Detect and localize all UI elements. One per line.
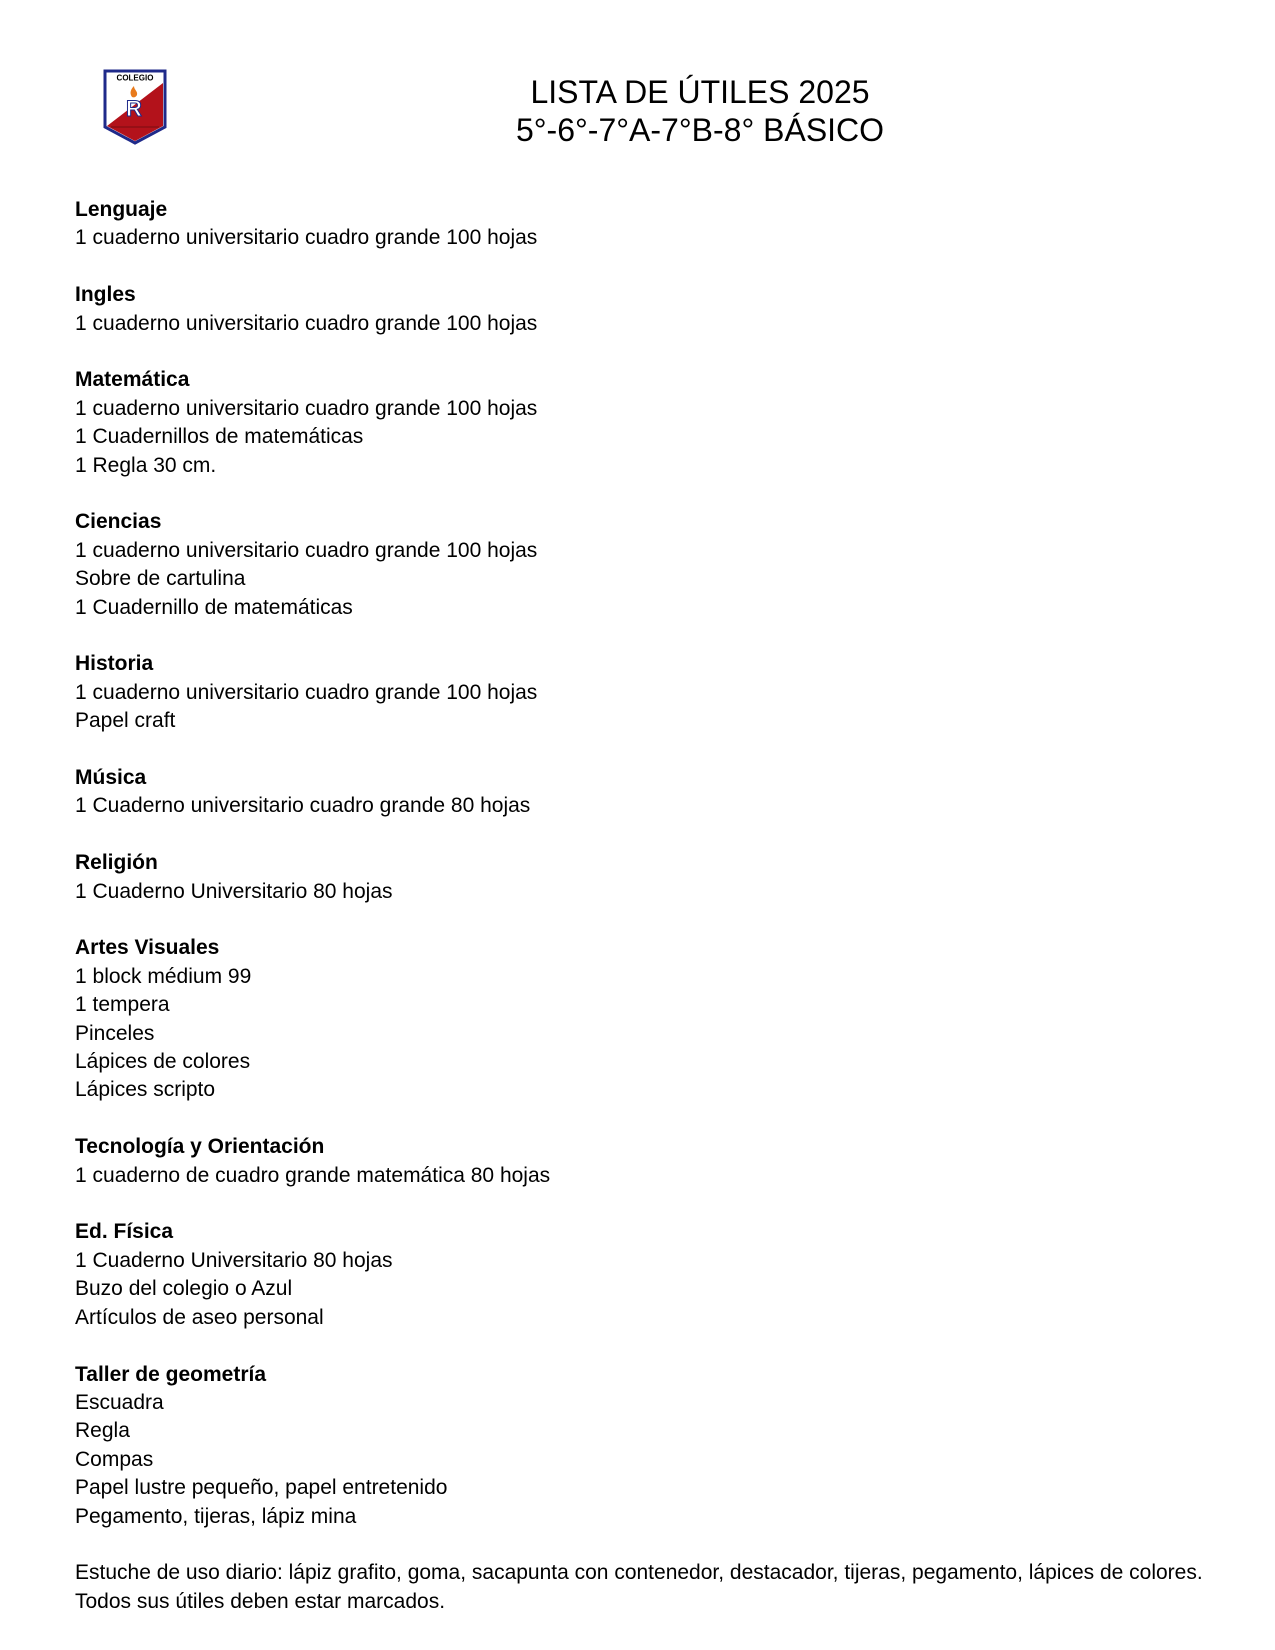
document-subtitle: 5°-6°-7°A-7°B-8° BÁSICO (515, 112, 885, 148)
list-item: Papel lustre pequeño, papel entretenido (75, 1476, 448, 1500)
document-header (400, 73, 1000, 149)
list-item: 1 cuaderno universitario cuadro grande 100 hojas (75, 311, 538, 335)
list-item: Buzo del colegio o Azul (75, 1277, 293, 1301)
supply-list (75, 196, 1205, 1616)
section-taller-geometria (75, 1361, 1205, 1531)
list-item: 1 Cuaderno Universitario 80 hojas (75, 1248, 393, 1272)
section-title: Ciencias (75, 510, 162, 534)
list-item: 1 block médium 99 (75, 964, 252, 988)
list-item: Pinceles (75, 1021, 155, 1045)
list-item: Artículos de aseo personal (75, 1305, 324, 1329)
document-title: LISTA DE ÚTILES 2025 (530, 74, 870, 110)
section-ciencias (75, 508, 1205, 622)
section-title: Historia (75, 652, 154, 676)
logo-letter: R (126, 96, 142, 121)
section-title: Religión (75, 851, 158, 875)
list-item: 1 tempera (75, 993, 170, 1017)
section-religion (75, 849, 1205, 906)
school-crest-icon (103, 69, 167, 145)
list-item: Compas (75, 1447, 154, 1471)
list-item: 1 Cuadernillos de matemáticas (75, 425, 364, 449)
logo-text: COLEGIO (116, 73, 154, 83)
list-item: Regla (75, 1419, 130, 1443)
footer-note: Estuche de uso diario: lápiz grafito, goma, sacapunta con contenedor, destacador, tijeras, pegamento, lápices de colores. Todos sus útiles deben estar marcados. (75, 1561, 1203, 1613)
school-logo (103, 69, 167, 145)
section-title: Ed. Física (75, 1220, 174, 1244)
list-item: Lápices scripto (75, 1078, 216, 1102)
list-item: Lápices de colores (75, 1050, 251, 1074)
section-title: Música (75, 766, 147, 790)
list-item: 1 cuaderno universitario cuadro grande 100 hojas (75, 396, 538, 420)
section-title: Taller de geometría (75, 1362, 267, 1386)
list-item: 1 cuaderno universitario cuadro grande 100 hojas (75, 538, 538, 562)
section-title: Tecnología y Orientación (75, 1135, 325, 1159)
section-title: Lenguaje (75, 198, 168, 221)
section-artes-visuales (75, 934, 1205, 1104)
list-item: 1 Regla 30 cm. (75, 453, 217, 477)
list-item: 1 cuaderno universitario cuadro grande 100 hojas (75, 226, 538, 250)
section-ingles (75, 281, 1205, 338)
list-item: Pegamento, tijeras, lápiz mina (75, 1504, 357, 1528)
list-item: 1 Cuaderno Universitario 80 hojas (75, 879, 393, 903)
section-title: Ingles (75, 283, 136, 307)
section-ed-fisica (75, 1218, 1205, 1332)
list-item: 1 cuaderno universitario cuadro grande 100 hojas (75, 680, 538, 704)
section-title: Matemática (75, 368, 190, 392)
list-item: 1 cuaderno de cuadro grande matemática 80 hojas (75, 1163, 551, 1187)
section-lenguaje (75, 196, 1205, 253)
section-musica (75, 764, 1205, 821)
list-item: Sobre de cartulina (75, 567, 246, 591)
list-item: 1 Cuaderno universitario cuadro grande 80 hojas (75, 794, 531, 818)
section-matematica (75, 366, 1205, 480)
list-item: 1 Cuadernillo de matemáticas (75, 595, 353, 619)
section-tecnologia-orientacion (75, 1133, 1205, 1190)
list-item: Papel craft (75, 709, 176, 733)
section-historia (75, 650, 1205, 735)
list-item: Escuadra (75, 1390, 164, 1414)
section-title: Artes Visuales (75, 936, 220, 960)
